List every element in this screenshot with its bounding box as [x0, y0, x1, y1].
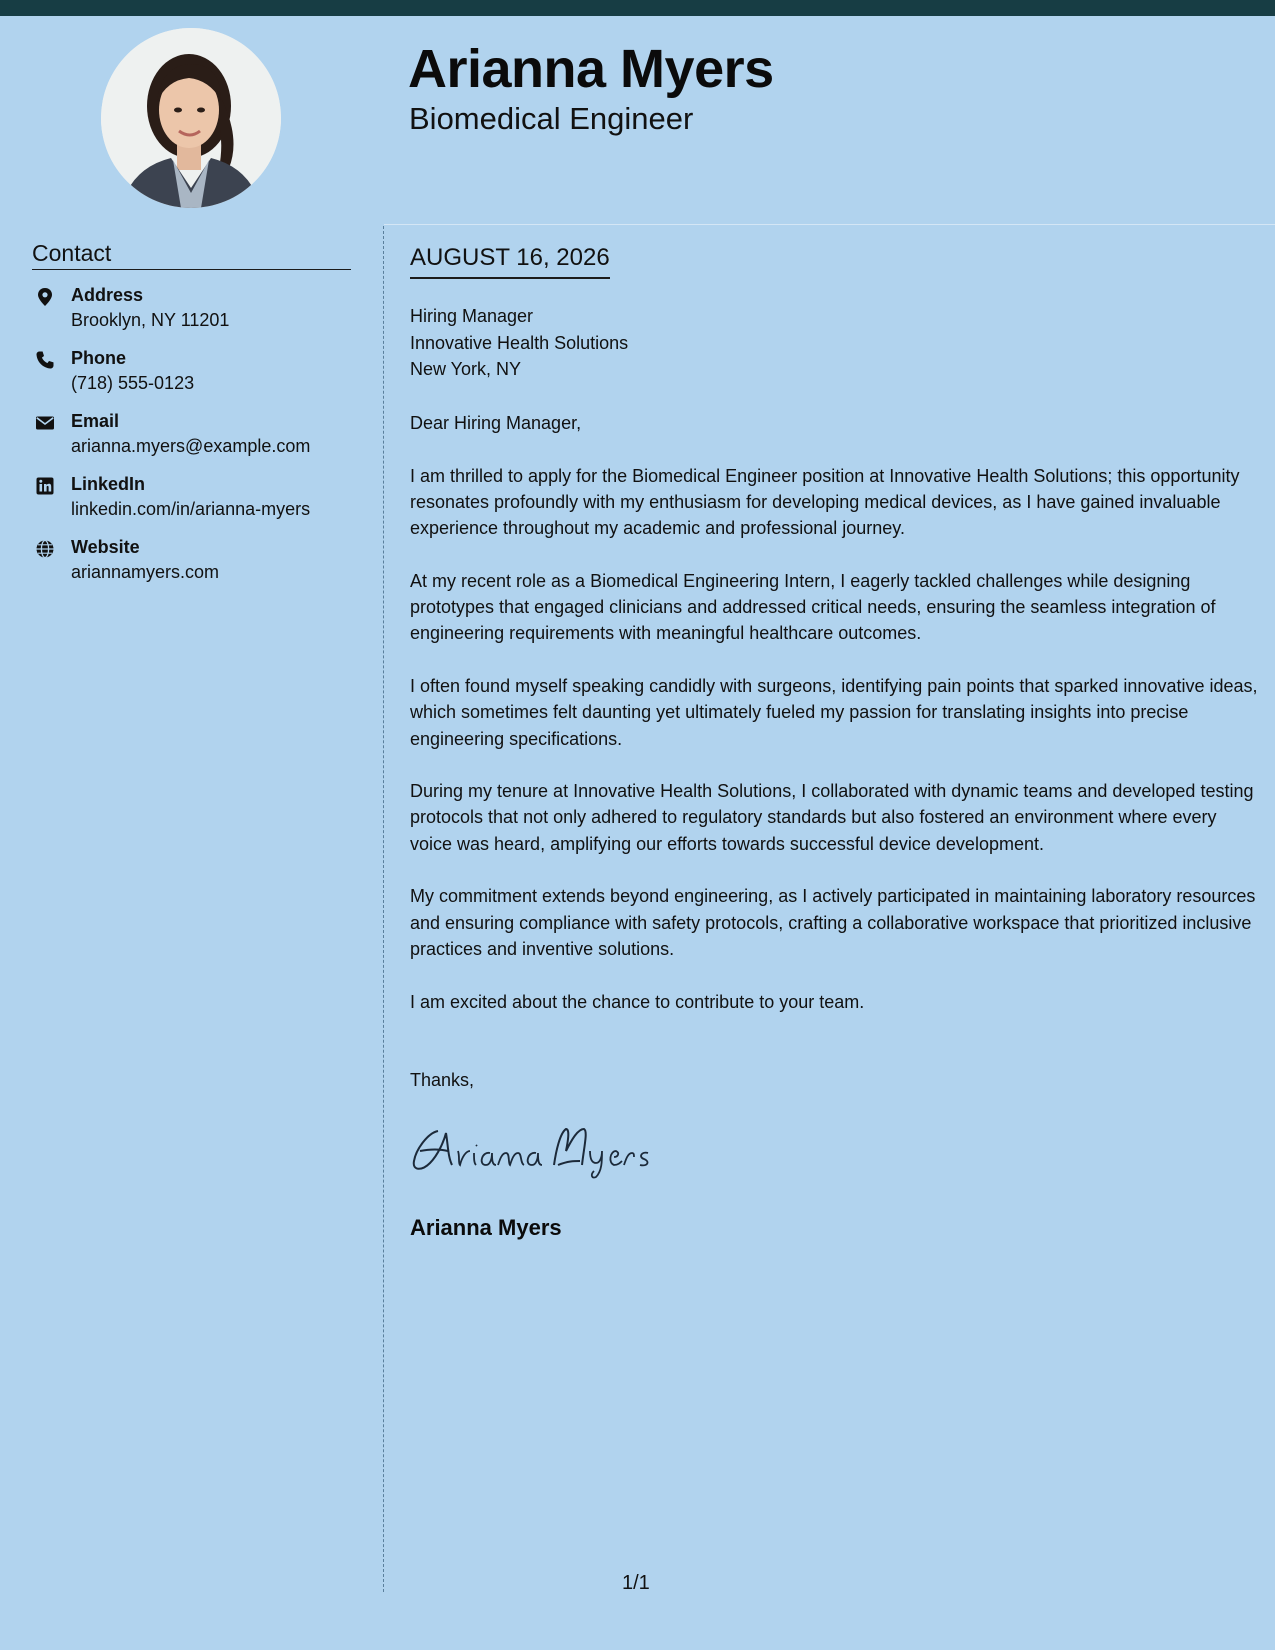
applicant-name: Arianna Myers	[408, 39, 774, 99]
letter-paragraph: I am thrilled to apply for the Biomedical Engineer position at Innovative Health Solutions; this opportunity resonates profoundly with my enthusiasm for developing medical devices, as I have gained invaluable experience throughout my academic and professional journey.	[410, 465, 1240, 539]
page-number: 1/1	[622, 1572, 650, 1594]
contact-label: Website	[71, 537, 140, 557]
letter-body	[410, 410, 1260, 1041]
contact-item-linkedin	[32, 474, 362, 537]
contact-value[interactable]: ariannamyers.com	[71, 562, 220, 582]
handwritten-signature	[408, 1121, 668, 1181]
letter-date: AUGUST 16, 2026	[410, 244, 610, 279]
envelope-icon	[35, 413, 55, 433]
recipient-line: Innovative Health Solutions	[410, 332, 629, 353]
top-bar	[0, 0, 1275, 16]
phone-icon	[35, 350, 55, 370]
recipient-line: New York, NY	[410, 359, 522, 379]
globe-icon	[35, 539, 55, 559]
contact-list	[32, 285, 362, 600]
letter-paragraph: I often found myself speaking candidly with surgeons, identifying pain points that sparked innovative ideas, which sometimes felt daunting yet ultimately fueled my passion for translating insights into precise engineering specifications.	[410, 675, 1258, 749]
recipient-block	[410, 303, 628, 383]
letter-paragraph: I am excited about the chance to contribute to your team.	[410, 991, 865, 1012]
recipient-line: Hiring Manager	[410, 306, 534, 326]
map-pin-icon	[35, 287, 55, 307]
contact-value[interactable]: arianna.myers@example.com	[71, 436, 311, 456]
profile-photo	[101, 28, 281, 208]
linkedin-icon	[35, 476, 55, 496]
header-divider	[384, 224, 1275, 225]
contact-value: Brooklyn, NY 11201	[71, 310, 230, 330]
column-divider	[383, 226, 384, 1592]
contact-label: Email	[71, 411, 120, 431]
contact-label: Phone	[71, 348, 127, 368]
letter-paragraph: My commitment extends beyond engineering, as I actively participated in maintaining laboratory resources and ensuring compliance with safety protocols, crafting a collaborative workspace that prioritized inclusive practices and inventive solutions.	[410, 886, 1256, 959]
letter-paragraph: During my tenure at Innovative Health Solutions, I collaborated with dynamic teams and developed testing protocols that not only adhered to regulatory standards but also fostered an environment where every voice was heard, amplifying our efforts towards successful device development.	[410, 781, 1254, 854]
contact-item-phone	[32, 348, 362, 411]
contact-label: Address	[71, 285, 144, 305]
letter-paragraph: At my recent role as a Biomedical Engineering Intern, I eagerly tackled challenges while designing prototypes that engaged clinicians and addressed critical needs, ensuring the seamless integration of engineering requirements with meaningful healthcare outcomes.	[410, 570, 1216, 644]
closing: Thanks,	[410, 1070, 475, 1090]
contact-item-website	[32, 537, 362, 600]
salutation: Dear Hiring Manager,	[410, 413, 582, 433]
contact-label: LinkedIn	[71, 474, 146, 494]
contact-value[interactable]: linkedin.com/in/arianna-myers	[71, 499, 311, 519]
contact-heading: Contact	[32, 240, 351, 270]
signed-name: Arianna Myers	[410, 1215, 562, 1240]
contact-item-address	[32, 285, 362, 348]
applicant-title: Biomedical Engineer	[409, 101, 694, 136]
contact-value: (718) 555-0123	[71, 373, 195, 393]
contact-item-email	[32, 411, 362, 474]
